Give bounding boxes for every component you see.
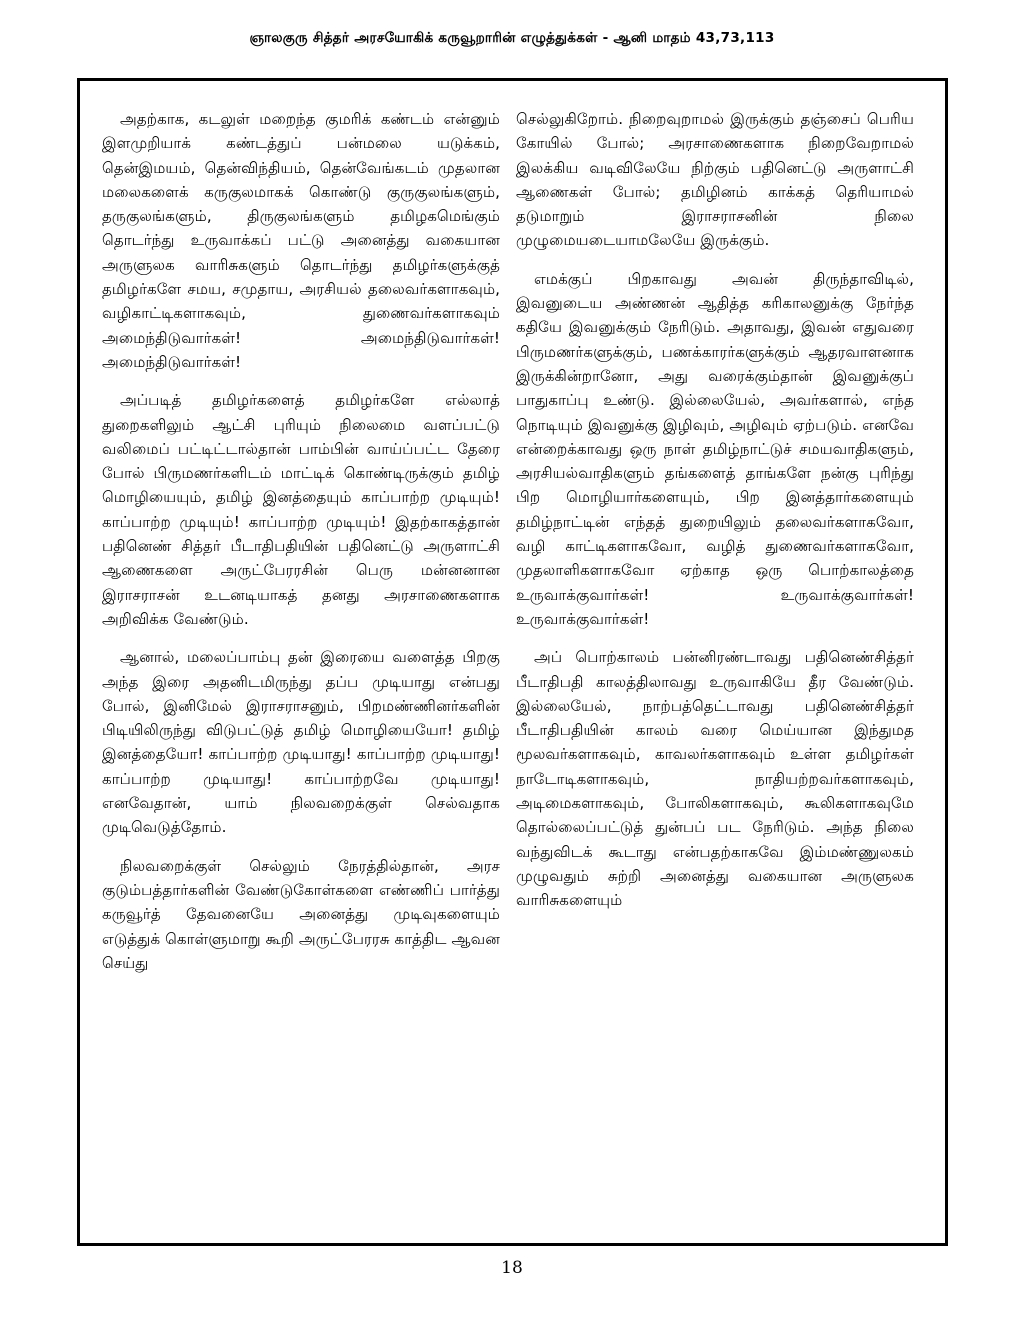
page-frame: [77, 78, 948, 1246]
paragraph: செல்லுகிறோம். நிறைவுறாமல் இருக்கும் தஞ்சைப் பெரிய கோயில் போல்; அரசாணைகளாக நிறைவேறாமல் இலக்கிய வடிவிலேயே நிற்கும் பதினெட்டு அருளாட்சி ஆணைகள் போல்; தமிழினம் காக்கத் தெரியாமல் தடுமாறும் இராசராசனின் நிலை முழுமையடையாமலேயே இருக்கும்.: [516, 110, 914, 250]
right-column: [516, 107, 914, 927]
paragraph: நிலவறைக்குள் செல்லும் நேரத்தில்தான், அரச குடும்பத்தார்களின் வேண்டுகோள்களை எண்ணிப் பார்த்து கருவூர்த் தேவனையே அனைத்து முடிவுகளையும் எடுத்துக் கொள்ளுமாறு கூறி அருட்பேரரசு காத்திட ஆவன செய்து: [102, 856, 500, 972]
paragraph: ஆனால், மலைப்பாம்பு தன் இரையை வளைத்த பிறகு அந்த இரை அதனிடமிருந்து தப்ப முடியாது என்பது போல், இனிமேல் இராசராசனும், பிறமண்ணினர்களின் பிடியிலிருந்து விடுபட்டுத் தமிழ் மொழியையோ! தமிழ் இனத்தையோ! காப்பாற்ற முடியாது! காப்பாற்ற முடியாது! காப்பாற்ற முடியாது! காப்பாற்றவே முடியாது! எனவேதான், யாம் நிலவறைக்குள் செல்வதாக முடிவெடுத்தோம்.: [102, 648, 500, 837]
left-column: [102, 107, 500, 989]
paragraph: அப் பொற்காலம் பன்னிரண்டாவது பதினெண்சித்தர் பீடாதிபதி காலத்திலாவது உருவாகியே தீர வேண்டும். இல்லையேல், நாற்பத்தெட்டாவது பதினெண்சித்தர் பீடாதிபதியின் காலம் வரை மெய்யான இந்துமத மூலவர்களாகவும், காவலர்களாகவும் உள்ள தமிழர்கள் நாடோடிகளாகவும், நாதியற்றவர்களாகவும், அடிமைகளாகவும், போலிகளாகவும், கூலிகளாகவுமே தொல்லைப்பட்டுத் துன்பப் பட நேரிடும். அந்த நிலை வந்துவிடக் கூடாது என்பதற்காகவே இம்மண்ணுலகம் முழுவதும் சுற்றி அனைத்து வகையான அருளுலக வாரிசுகளையும்: [516, 648, 914, 910]
paragraph: எமக்குப் பிறகாவது அவன் திருந்தாவிடில், இவனுடைய அண்ணன் ஆதித்த கரிகாலனுக்கு நேர்ந்த கதியே இவனுக்கும் நேரிடும். அதாவது, இவன் எதுவரை பிருமணர்களுக்கும், பணக்காரர்களுக்கும் ஆதரவாளனாக இருக்கின்றானோ, அது வரைக்கும்தான் இவனுக்குப் பாதுகாப்பு உண்டு. இல்லையேல், அவர்களால், எந்த நொடியும் இவனுக்கு இழிவும், அழிவும் ஏற்படும். எனவே என்றைக்காவது ஒரு நாள் தமிழ்நாட்டுச் சமயவாதிகளும், அரசியல்வாதிகளும் தங்களைத் தாங்களே நன்கு புரிந்து பிற மொழியார்களையும், பிற இனத்தார்களையும் தமிழ்நாட்டின் எந்தத் துறையிலும் தலைவர்களாகவோ, வழி காட்டிகளாகவோ, வழித் துணைவர்களாகவோ, முதலாளிகளாகவோ ஏற்காத ஒரு பொற்காலத்தை உருவாக்குவார்கள்! உருவாக்குவார்கள்! உருவாக்குவார்கள்!: [516, 269, 914, 628]
paragraph: அதற்காக, கடலுள் மறைந்த குமரிக் கண்டம் என்னும் இளமுறியாக் கண்டத்துப் பன்மலை யடுக்கம், தென்இமயம், தென்விந்தியம், தென்வேங்கடம் முதலான மலைகளைக் கருகுலமாகக் கொண்டு குருகுலங்களும், தருகுலங்களும், திருகுலங்களும் தமிழகமெங்கும் தொடர்ந்து உருவாக்கப் பட்டு அனைத்து வகையான அருளுலக வாரிசுகளும் தொடர்ந்து தமிழர்களுக்குத் தமிழர்களே சமய, சமுதாய, அரசியல் தலைவர்களாகவும், வழிகாட்டிகளாகவும், துணைவர்களாகவும் அமைந்திடுவார்கள்! அமைந்திடுவார்கள்! அமைந்திடுவார்கள்!: [102, 110, 500, 371]
running-header: ஞாலகுரு சித்தர் அரசயோகிக் கருவூறாரின் எழுத்துக்கள் - ஆனி மாதம் 43,73,113: [249, 30, 775, 46]
page-number: 18: [501, 1258, 523, 1278]
paragraph: அப்படித் தமிழர்களைத் தமிழர்களே எல்லாத் துறைகளிலும் ஆட்சி புரியும் நிலைமை வளப்பட்டு வலிமைப் பட்டிட்டால்தான் பாம்பின் வாய்ப்பட்ட தேரை போல் பிருமணர்களிடம் மாட்டிக் கொண்டிருக்கும் தமிழ் மொழியையும், தமிழ் இனத்தையும் காப்பாற்ற முடியும்! காப்பாற்ற முடியும்! காப்பாற்ற முடியும்! இதற்காகத்தான் பதினெண் சித்தர் பீடாதிபதியின் பதினெட்டு அருளாட்சி ஆணைகளை அருட்பேரரசின் பெரு மன்னனான இராசராசன் உடனடியாகத் தனது அரசாணைகளாக அறிவிக்க வேண்டும்.: [102, 391, 500, 628]
